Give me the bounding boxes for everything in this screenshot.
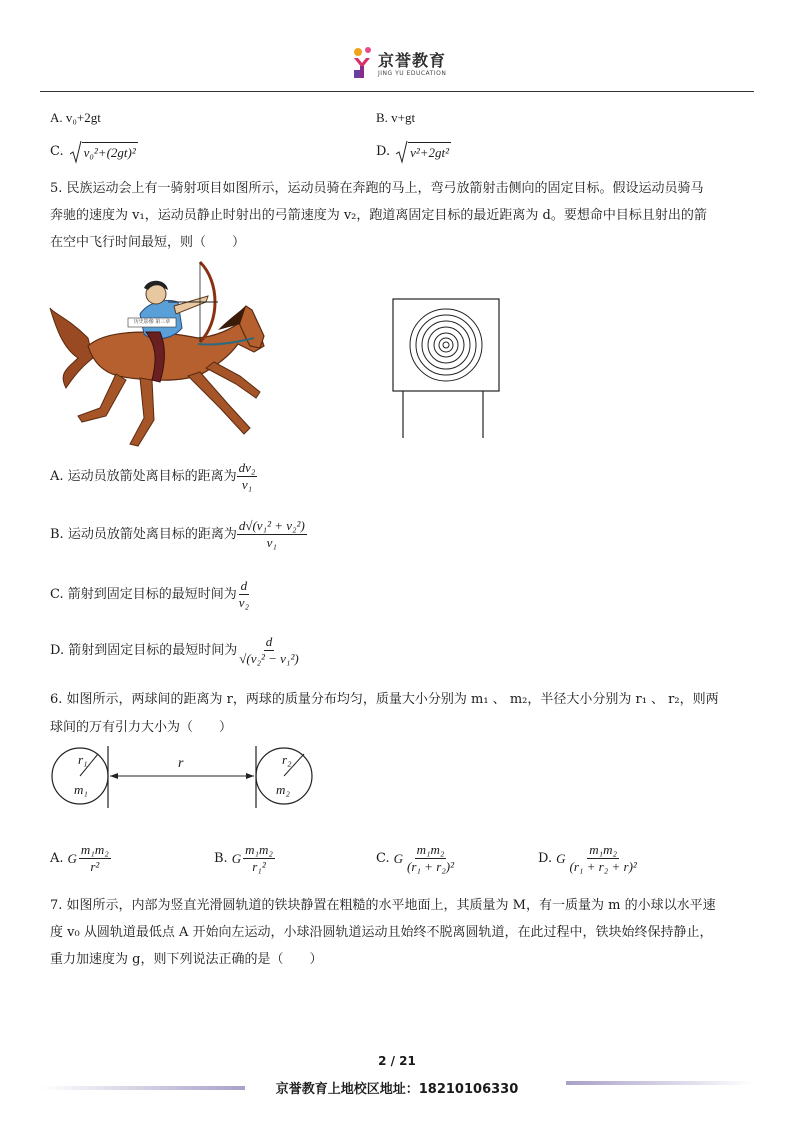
horse-archer-icon	[48, 258, 268, 450]
figure-caption-tag: 历史影像 第三章	[133, 319, 171, 325]
q6-stem-line2: 球间的万有引力大小为（ ）	[50, 720, 233, 735]
q5-option-c-fraction	[237, 578, 251, 611]
gravity-constant: G	[556, 850, 566, 866]
fraction-denominator: r₁²	[252, 859, 266, 874]
q5-option-d-text: D. 箭射到固定目标的最短时间为	[50, 642, 238, 658]
q5-option-b-text: B. 运动员放箭处离目标的距离为	[50, 526, 237, 542]
q5-option-c-text: C. 箭射到固定目标的最短时间为	[50, 586, 237, 602]
q6-option-d	[538, 842, 639, 875]
q6-option-a	[50, 842, 111, 875]
footer-address: 京誉教育上地校区地址：18210106330	[275, 1082, 519, 1097]
q4-option-d-label: D.	[376, 144, 391, 159]
q5-stem-line1: 5. 民族运动会上有一骑射项目如图所示，运动员骑在奔跑的马上，弯弓放箭射击侧向的固定目标。假设运动员骑马	[50, 181, 704, 196]
q4-option-b: B. v+gt	[376, 110, 416, 125]
two-spheres-figure	[50, 744, 320, 814]
fraction-denominator: v₁	[241, 477, 253, 492]
label-m1: m₁	[74, 782, 88, 797]
q4-option-c-label: C.	[50, 144, 64, 159]
brand-name-en: JING YU EDUCATION	[378, 70, 447, 77]
q6-option-b	[214, 842, 275, 875]
q5-option-b-fraction	[237, 518, 307, 551]
gravity-constant: G	[67, 850, 77, 866]
q6-option-a-fraction	[79, 842, 111, 875]
brand-name: 京誉教育	[378, 51, 447, 70]
q7-stem-line2: 度 v₀ 从圆轨道最低点 A 开始向左运动，小球沿圆轨道运动且始终不脱离圆轨道，在此过程中，铁块始终保持静止，	[50, 925, 713, 940]
target-icon	[392, 298, 502, 442]
fraction-numerator: d	[265, 634, 273, 649]
fraction-denominator: r²	[90, 859, 100, 874]
label-r2: r₂	[282, 752, 292, 767]
fraction-denominator: √(v₂² − v₁²)	[239, 651, 299, 666]
q7-stem-line3: 重力加速度为 g，则下列说法正确的是（ ）	[50, 952, 323, 967]
label-r1: r₁	[78, 752, 88, 767]
fraction-numerator: dv₂	[238, 460, 256, 475]
q4-option-c-expr: v₀²+(2gt)²	[82, 142, 138, 161]
header-divider	[40, 91, 754, 92]
fraction-denominator: (r₁ + r₂)²	[407, 859, 455, 874]
q6-option-a-label: A.	[50, 850, 64, 866]
q6-option-c	[376, 842, 456, 875]
sqrt-icon	[396, 140, 408, 164]
sqrt-icon	[70, 140, 82, 164]
q4-option-d-expr: v²+2gt²	[408, 142, 451, 161]
fraction-denominator: v₁	[266, 535, 277, 550]
fraction-numerator: m₁m₂	[589, 842, 618, 857]
page-number: 2 / 21	[378, 1054, 416, 1068]
q6-option-b-fraction	[243, 842, 275, 875]
header-logo	[352, 46, 452, 82]
label-m2: m₂	[276, 782, 290, 797]
q5-option-b	[50, 518, 307, 551]
gravity-constant: G	[393, 850, 404, 866]
fraction-denominator: v₂	[238, 595, 250, 610]
q5-option-d-fraction	[237, 634, 300, 667]
q5-option-c	[50, 578, 251, 611]
q5-option-a-text: A. 运动员放箭处离目标的距离为	[50, 468, 237, 484]
fraction-numerator: m₁m₂	[80, 842, 109, 857]
q5-stem-line3: 在空中飞行时间最短，则（ ）	[50, 235, 246, 250]
logo-mark-icon	[352, 46, 376, 80]
q6-option-d-label: D.	[538, 850, 553, 866]
fraction-numerator: d	[240, 578, 248, 593]
fraction-numerator: m₁m₂	[416, 842, 445, 857]
label-r: r	[178, 756, 184, 771]
q6-option-c-fraction	[405, 842, 456, 875]
q6-option-b-label: B.	[214, 850, 228, 866]
q6-stem-line1: 6. 如图所示，两球间的距离为 r，两球的质量分布均匀，质量大小分别为 m₁ 、 m₂，半径大小分别为 r₁ 、 r₂，则两	[50, 692, 719, 707]
spheres-diagram-icon	[50, 744, 320, 814]
q7-stem-line1: 7. 如图所示，内部为竖直光滑圆轨道的铁块静置在粗糙的水平地面上，其质量为 M，有一质量为 m 的小球以水平速	[50, 898, 716, 913]
q6-option-d-fraction	[567, 842, 638, 875]
q4-option-c	[50, 140, 138, 164]
fraction-numerator: d√(v₁² + v₂²)	[238, 518, 305, 533]
target-figure	[392, 298, 502, 442]
q5-option-a-fraction	[237, 460, 258, 493]
q4-option-a: A. v₀+2gt	[50, 110, 101, 125]
fraction-numerator: m₁m₂	[245, 842, 273, 857]
q5-option-a	[50, 460, 257, 493]
q4-option-d	[376, 140, 451, 164]
q5-option-d	[50, 634, 301, 667]
gravity-constant: G	[231, 850, 242, 866]
q6-option-c-label: C.	[376, 850, 390, 866]
horse-archer-figure	[48, 258, 268, 450]
fraction-denominator: (r₁ + r₂ + r)²	[569, 859, 637, 874]
q5-stem-line2: 奔驰的速度为 v₁，运动员静止时射出的弓箭速度为 v₂，跑道离固定目标的最近距离为 d。要想命中目标且射出的箭	[50, 208, 707, 223]
